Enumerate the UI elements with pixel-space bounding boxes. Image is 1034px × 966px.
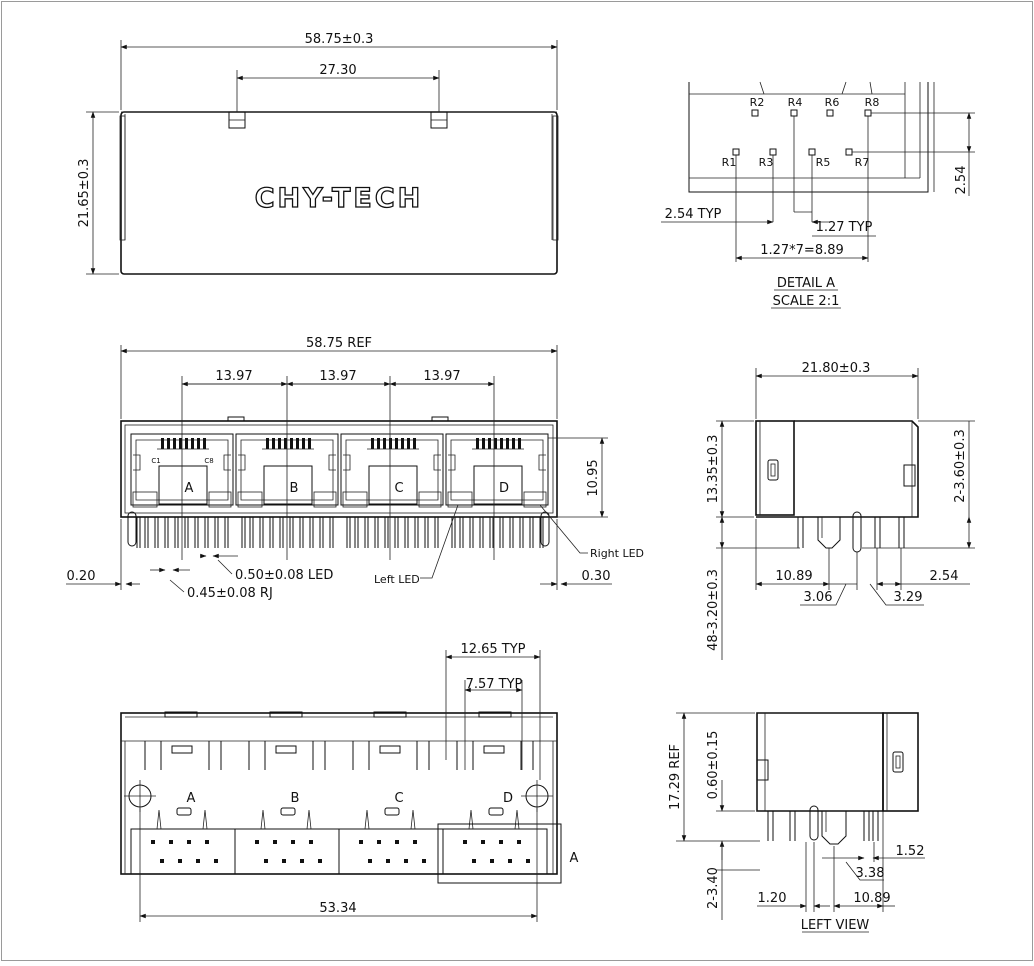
bottom-pad (359, 840, 363, 844)
bottom-pad (309, 840, 313, 844)
left-dim-1-52: 1.52 (895, 844, 925, 859)
bottom-pad (508, 859, 512, 863)
bottom-pad (178, 859, 182, 863)
bottom-pad (282, 859, 286, 863)
side-pin-length-label: 48-3.20±0.3 (706, 569, 721, 651)
right-led-label: Right LED (590, 547, 645, 560)
bottom-port-outline (443, 829, 547, 874)
side-depth-label: 21.80±0.3 (801, 361, 871, 376)
bottom-latch (515, 810, 519, 829)
bottom-latch (307, 810, 311, 829)
bottom-pad (481, 840, 485, 844)
bottom-latch (261, 810, 265, 829)
contact-finger (407, 438, 410, 449)
bottom-port-label-d: D (502, 791, 514, 806)
bottom-led-slot (385, 808, 399, 815)
front-overall-label: 58.75 REF (305, 336, 373, 351)
contact-finger (377, 438, 380, 449)
bottom-pad (404, 859, 408, 863)
bottom-pad (490, 859, 494, 863)
bottom-pad (255, 840, 259, 844)
bottom-pad (187, 840, 191, 844)
bottom-pad (517, 840, 521, 844)
contact-finger (383, 438, 386, 449)
bottom-port-label-a: A (186, 791, 196, 806)
bottom-pad (169, 840, 173, 844)
bottom-view (121, 642, 579, 922)
contact-finger (173, 438, 176, 449)
detail-pins (733, 110, 871, 155)
port-pitch-1: 13.97 (215, 369, 253, 384)
bottom-pad (196, 859, 200, 863)
port-label-d: D (498, 481, 510, 496)
pin-label-r6: R6 (824, 96, 840, 109)
top-width-label: 58.75±0.3 (304, 32, 374, 47)
bottom-typ2-label: 7.57 TYP (465, 677, 523, 692)
contact-finger (476, 438, 479, 449)
left-view (668, 713, 925, 933)
contact-finger (284, 438, 287, 449)
contact-finger (413, 438, 416, 449)
pin-label-r8: R8 (864, 96, 880, 109)
bottom-pad (300, 859, 304, 863)
contact-finger (401, 438, 404, 449)
contact-finger (179, 438, 182, 449)
bottom-pad (214, 859, 218, 863)
bottom-led-slot (281, 808, 295, 815)
contact-finger (290, 438, 293, 449)
left-offset-label: 0.20 (66, 569, 96, 584)
logo-text: CHY-TECH (254, 183, 424, 214)
bottom-pad (386, 859, 390, 863)
detail-title: DETAIL A (776, 276, 836, 291)
bottom-pad (377, 840, 381, 844)
contact-finger (185, 438, 188, 449)
bottom-led-slot (177, 808, 191, 815)
contact-finger (278, 438, 281, 449)
front-body-outline (121, 421, 557, 517)
side-view (706, 361, 975, 660)
bottom-port-outline (339, 829, 443, 874)
contact-finger (488, 438, 491, 449)
left-led-label: Left LED (374, 573, 420, 586)
contact-finger (197, 438, 200, 449)
side-hole-label: 2-3.60±0.3 (953, 429, 968, 503)
pin-label-r2: R2 (749, 96, 765, 109)
contact-finger (296, 438, 299, 449)
bottom-latch (469, 810, 473, 829)
contact-finger (272, 438, 275, 449)
left-dim-3-38: 3.38 (855, 866, 885, 881)
contact-finger (389, 438, 392, 449)
bottom-pad (422, 859, 426, 863)
bottom-pad (205, 840, 209, 844)
bottom-latch (411, 810, 415, 829)
bottom-pad (291, 840, 295, 844)
contact-finger (512, 438, 515, 449)
bottom-ports (131, 741, 547, 874)
pin-label-r3: R3 (758, 156, 774, 169)
side-dim-3-06: 3.06 (803, 590, 833, 605)
contact-finger (203, 438, 206, 449)
bottom-pad (368, 859, 372, 863)
bottom-pad (413, 840, 417, 844)
port-label-c: C (394, 481, 404, 496)
bottom-pad (318, 859, 322, 863)
contact-finger (266, 438, 269, 449)
bottom-port-label-b: B (290, 791, 300, 806)
bottom-pad (472, 859, 476, 863)
left-front-face (883, 713, 918, 811)
contact-finger (506, 438, 509, 449)
bottom-typ1-label: 12.65 TYP (460, 642, 526, 657)
bottom-pad (264, 859, 268, 863)
left-offset-label: 0.60±0.15 (706, 730, 721, 800)
left-view-title: LEFT VIEW (800, 918, 870, 933)
pin-label-r5: R5 (815, 156, 831, 169)
side-dim-2-54: 2.54 (929, 569, 959, 584)
contact-first-label: C1 (151, 457, 161, 465)
contact-finger (167, 438, 170, 449)
bottom-pad (273, 840, 277, 844)
led-pin-label: 0.50±0.08 LED (235, 568, 334, 583)
detail-a (661, 82, 975, 309)
pitch-left-label: 2.54 TYP (664, 207, 722, 222)
contact-finger (494, 438, 497, 449)
contact-finger (308, 438, 311, 449)
port-label-a: A (184, 481, 194, 496)
bottom-pad (526, 859, 530, 863)
left-body-outline (757, 713, 883, 811)
bottom-span-label: 53.34 (319, 901, 357, 916)
pitch-half-label: 1.27 TYP (815, 220, 873, 235)
left-peg-label: 2-3.40 (706, 867, 721, 909)
pitch-total-label: 1.27*7=8.89 (760, 243, 844, 258)
bottom-latch (157, 810, 161, 829)
front-height-label: 10.95 (586, 459, 601, 497)
right-offset-label: 0.30 (581, 569, 611, 584)
contact-finger (395, 438, 398, 449)
contact-finger (161, 438, 164, 449)
contact-finger (191, 438, 194, 449)
top-tab-spacing-label: 27.30 (319, 63, 357, 78)
left-dim-10-89: 10.89 (853, 891, 891, 906)
left-ref-label: 17.29 REF (668, 743, 683, 811)
front-view (66, 336, 644, 601)
contact-finger (371, 438, 374, 449)
bottom-led-slot (489, 808, 503, 815)
bottom-pad (463, 840, 467, 844)
contact-last-label: C8 (204, 457, 214, 465)
side-height-label: 13.35±0.3 (706, 434, 721, 504)
bottom-port-label-c: C (394, 791, 404, 806)
port-label-b: B (289, 481, 299, 496)
side-dim-10-89: 10.89 (775, 569, 813, 584)
bottom-port-outline (131, 829, 235, 874)
contact-finger (518, 438, 521, 449)
bottom-pad (395, 840, 399, 844)
contact-finger (500, 438, 503, 449)
rj-pin-label: 0.45±0.08 RJ (187, 586, 273, 601)
pin-label-r7: R7 (854, 156, 870, 169)
left-dim-1-20: 1.20 (757, 891, 787, 906)
bottom-latch (365, 810, 369, 829)
bottom-pad (151, 840, 155, 844)
top-view (77, 32, 558, 274)
top-height-label: 21.65±0.3 (77, 158, 92, 228)
side-dim-3-29: 3.29 (893, 590, 923, 605)
contact-finger (302, 438, 305, 449)
port-pitch-2: 13.97 (319, 369, 357, 384)
port-pitch-3: 13.97 (423, 369, 461, 384)
pin-label-r1: R1 (721, 156, 737, 169)
bottom-port-outline (235, 829, 339, 874)
pin-label-r4: R4 (787, 96, 803, 109)
detail-ref-label: A (569, 851, 579, 866)
bottom-latch (203, 810, 207, 829)
bottom-pad (160, 859, 164, 863)
detail-scale: SCALE 2:1 (772, 294, 840, 309)
bottom-pad (499, 840, 503, 844)
row-spacing-label: 2.54 (954, 165, 969, 195)
contact-finger (482, 438, 485, 449)
